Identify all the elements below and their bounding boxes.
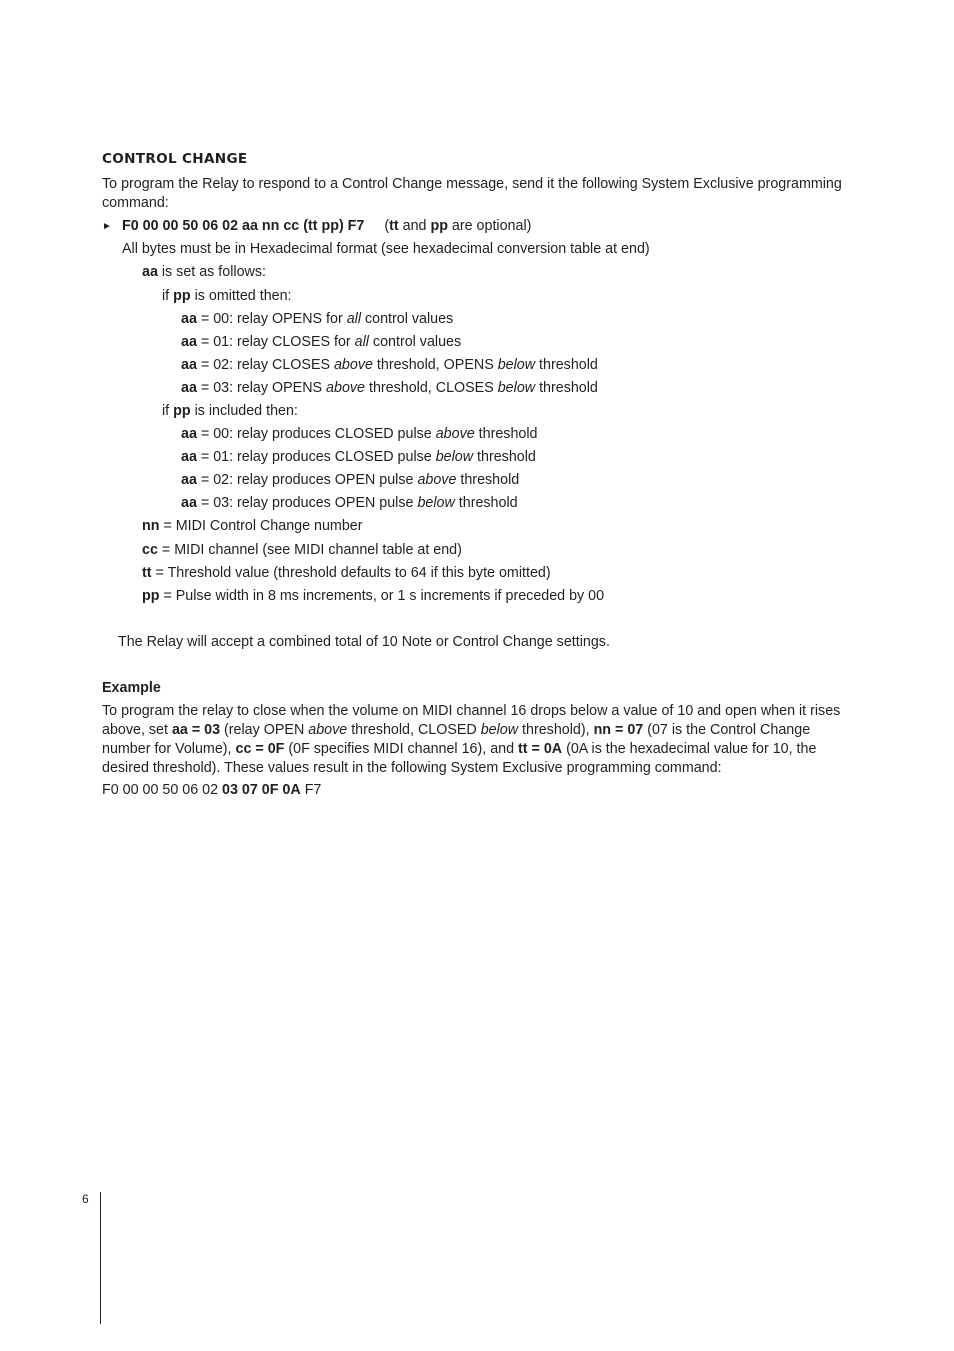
param-nn: nn = MIDI Control Change number	[142, 518, 363, 534]
if-pp-omitted: if pp is omitted then:	[162, 288, 292, 304]
example-paragraph: To program the relay to close when the volume on MIDI channel 16 drops below a value of 10 and open when it rises above, set aa = 03 (relay OPEN above threshold, CLOSED below threshold), nn = 07 (07 is the Control Change number for Volume), cc = 0F (0F specifies MIDI channel 16), and tt = 0A (0A is the hexadecimal value for 10, the desired threshold). These values result in the following System Exclusive programming command:	[102, 703, 841, 776]
bullet-arrow-icon: ►	[102, 221, 112, 232]
included-item: aa = 03: relay produces OPEN pulse below threshold	[181, 495, 518, 511]
section-heading: CONTROL CHANGE	[102, 151, 248, 167]
example-command: F0 00 00 50 06 02 03 07 0F 0A F7	[102, 782, 322, 798]
page-number: 6	[82, 1192, 89, 1206]
command-code: F0 00 00 50 06 02 aa nn cc (tt pp) F7	[122, 218, 365, 234]
included-item: aa = 00: relay produces CLOSED pulse above threshold	[181, 426, 538, 442]
param-pp: pp = Pulse width in 8 ms increments, or 1 s increments if preceded by 00	[142, 588, 605, 604]
intro-paragraph: To program the Relay to respond to a Control Change message, send it the following System Exclusive programming command:	[102, 176, 842, 211]
omitted-item: aa = 02: relay CLOSES above threshold, OPENS below threshold	[181, 357, 598, 373]
omitted-item: aa = 00: relay OPENS for all control values	[181, 311, 454, 327]
param-cc: cc = MIDI channel (see MIDI channel table at end)	[142, 542, 462, 558]
command-line: F0 00 00 50 06 02 aa nn cc (tt pp) F7 (tt and pp are optional)	[122, 218, 532, 234]
combined-total-note: The Relay will accept a combined total of 10 Note or Control Change settings.	[118, 634, 610, 650]
omitted-item: aa = 01: relay CLOSES for all control values	[181, 334, 462, 350]
page-margin-rule	[100, 1192, 101, 1324]
hex-format-note: All bytes must be in Hexadecimal format (see hexadecimal conversion table at end)	[122, 241, 650, 257]
included-item: aa = 01: relay produces CLOSED pulse below threshold	[181, 449, 536, 465]
aa-intro: aa is set as follows:	[142, 264, 266, 280]
example-title: Example	[102, 680, 161, 696]
if-pp-included: if pp is included then:	[162, 403, 298, 419]
included-item: aa = 02: relay produces OPEN pulse above threshold	[181, 472, 520, 488]
omitted-item: aa = 03: relay OPENS above threshold, CLOSES below threshold	[181, 380, 598, 396]
param-tt: tt = Threshold value (threshold defaults to 64 if this byte omitted)	[142, 565, 551, 581]
